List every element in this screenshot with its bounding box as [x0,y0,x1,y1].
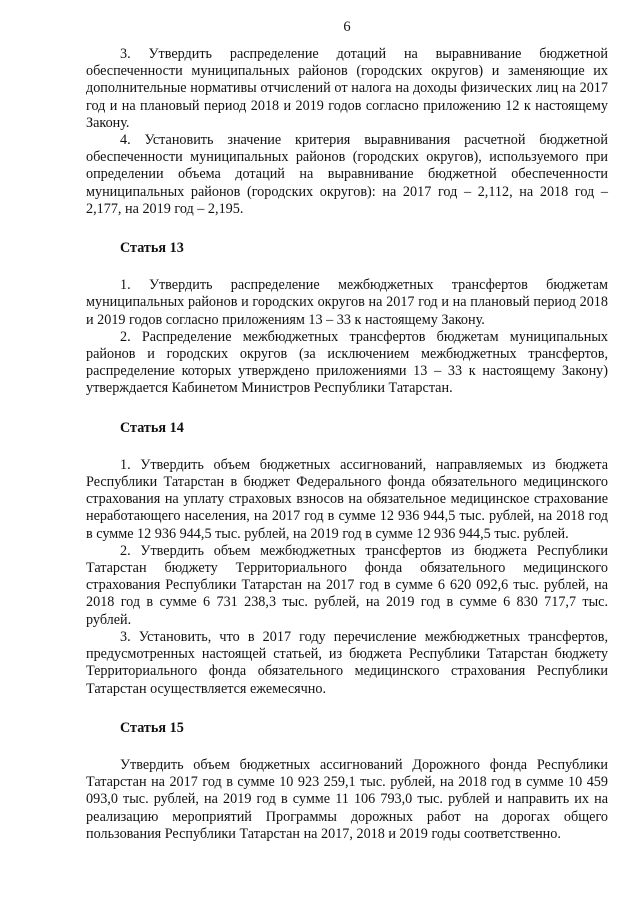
paragraph-art15: Утвердить объем бюджетных ассигнований Дорожного фонда Республики Татарстан на 2017 год в сумме 10 923 259,1 тыс. рублей, на 2018 год в сумме 10 459 093,0 тыс. рублей, на 2019 год в сумме 11 106 793,0 тыс. рублей и направить их на реализацию мероприятий Программы дорожных работ на дорогах общего пользования Республики Татарстан на 2017, 2018 и 2019 годы соответственно. [86,756,608,842]
paragraph-art14-p1: 1. Утвердить объем бюджетных ассигнований, направляемых из бюджета Республики Татарстан в бюджет Федерального фонда обязательного медицинского страхования на уплату страховых взносов на обязательное медицинское страхование неработающего населения, на 2017 год в сумме 12 936 944,5 тыс. рублей, на 2018 год в сумме 12 936 944,5 тыс. рублей, на 2019 год в сумме 12 936 944,5 тыс. рублей. [86,456,608,542]
spacer [86,398,608,420]
spacer [86,737,608,757]
paragraph-art14-p3: 3. Установить, что в 2017 году перечисление межбюджетных трансфертов, предусмотренных настоящей статьей, из бюджета Республики Татарстан бюджету Территориального фонда обязательного медицинского страхования Республики Татарстан осуществляется ежемесячно. [86,628,608,697]
spacer [86,437,608,457]
spacer [86,257,608,277]
article-14-title: Статья 14 [120,419,184,436]
article-15-title: Статья 15 [120,719,184,736]
article-13-title: Статья 13 [120,240,184,257]
paragraph-art12-p3: 3. Утвердить распределение дотаций на выравнивание бюджетной обеспеченности муниципальных районов (городских округов) и заменяющие их дополнительные нормативы отчислений от налога на доходы физических лиц на 2017 год и на плановый период 2018 и 2019 годов согласно приложению 12 к настоящему Закону. [86,46,608,131]
paragraph-art13-p2: 2. Распределение межбюджетных трансфертов бюджетам муниципальных районов и городских округов (за исключением межбюджетных трансфертов, распределение которых утверждено приложениями 13 – 33 к настоящему Закону) утверждается Кабинетом Министров Республики Татарстан. [86,328,608,397]
spacer [86,218,608,240]
document-page [86,18,608,843]
spacer [86,698,608,720]
paragraph-art14-p2: 2. Утвердить объем межбюджетных трансфертов из бюджета Республики Татарстан бюджету Территориального фонда обязательного медицинского страхования Республики Татарстан на 2017 год в сумме 6 620 092,6 тыс. рублей, на 2018 год в сумме 6 731 238,3 тыс. рублей, на 2019 год в сумме 6 830 717,7 тыс. рублей. [86,542,608,628]
paragraph-art12-p4: 4. Установить значение критерия выравнивания расчетной бюджетной обеспеченности муниципальных районов (городских округов), используемого при определении объема дотаций на выравнивание бюджетной обеспеченности муниципальных районов (городских округов): на 2017 год – 2,112, на 2018 год – 2,177, на 2019 год – 2,195. [86,132,608,217]
paragraph-art13-p1: 1. Утвердить распределение межбюджетных трансфертов бюджетам муниципальных районов и городских округов на 2017 год и на плановый период 2018 и 2019 годов согласно приложениям 13 – 33 к настоящему Закону. [86,277,608,328]
page-number: 6 [343,19,351,35]
